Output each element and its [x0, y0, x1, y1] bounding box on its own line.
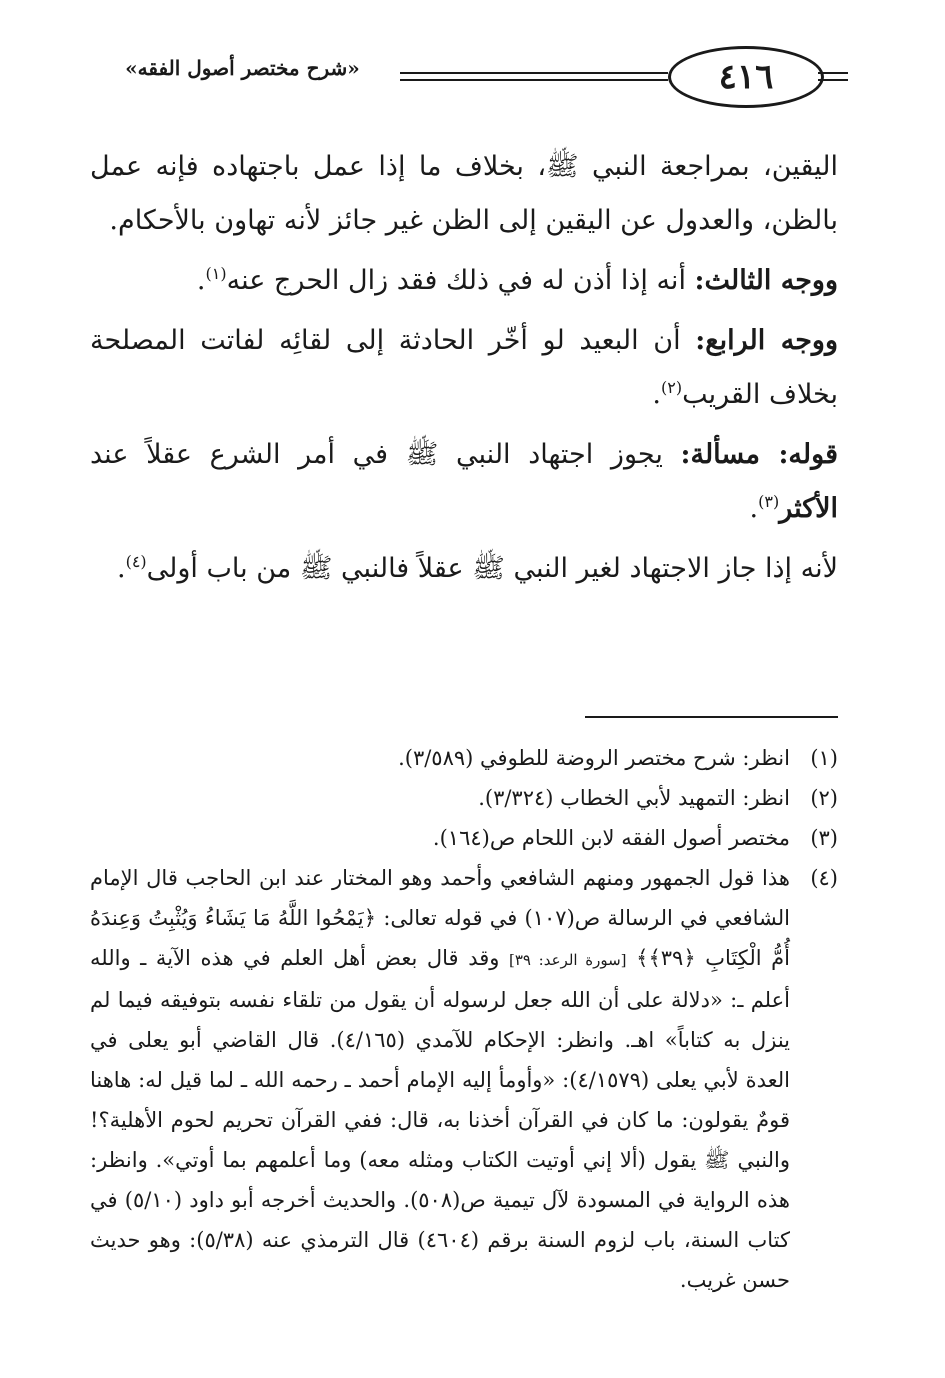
paragraph-2-end: . [196, 265, 206, 296]
paragraph-4-label: قوله: [778, 439, 838, 470]
footnote-ref-3[interactable]: (٣) [758, 492, 780, 511]
paragraph-5-text: لأنه إذا جاز الاجتهاد لغير النبي ﷺ عقلاً فالنبي ﷺ من باب أولى [146, 553, 838, 584]
paragraph-4-end: . [749, 493, 759, 524]
footnote-text: انظر: التمهيد لأبي الخطاب (٣/٣٢٤). [478, 786, 790, 810]
paragraph-3 [90, 314, 838, 422]
quran-citation: [سورة الرعد: ٣٩] [509, 951, 627, 969]
footnote-text-part-b: وقد قال بعض أهل العلم في هذه الآية ـ والله أعلم ـ: «دلالة على أن الله جعل لرسوله أن يقول من تلقاء نفسه بتوفيقه فيما لم ينزل به كتاباً» اهـ. وانظر: الإحكام للآمدي (٤/١٦٥). قال القاضي أبو يعلى في العدة لأبي يعلى (٤/١٥٧٩): «وأومأ إليه الإمام أحمد ـ رحمه الله ـ لما قيل له: هاهنا قومٌ يقولون: ما كان في القرآن أخذنا به، قال: ففي القرآن تحريم لحوم الأهلية؟! والنبي ﷺ يقول (ألا إني أوتيت الكتاب ومثله معه) وما أعلمهم بما أوتي». وانظر: هذه الرواية في المسودة لآل تيمية ص(٥٠٨). والحديث أخرجه أبو داود (٥/١٠) في كتاب السنة، باب لزوم السنة برقم (٤٦٠٤) قال الترمذي عنه (٥/٣٨): وهو حديث حسن غريب. [90, 946, 791, 1292]
footnote-ref-1[interactable]: (١) [205, 264, 227, 283]
paragraph-3-end: . [652, 379, 661, 410]
page-number-frame [668, 46, 824, 108]
footnote-number: (٣) [810, 826, 838, 850]
paragraph-4-bold-end: الأكثر [779, 493, 838, 524]
footnote-number: (٢) [810, 786, 838, 810]
footnote-2 [90, 778, 838, 818]
paragraph-2-label: ووجه الثالث: [694, 265, 838, 296]
footnote-separator [585, 716, 838, 718]
running-title: «شرح مختصر أصول الفقه» [125, 56, 360, 80]
footnote-ref-2[interactable]: (٢) [660, 378, 683, 397]
paragraph-3-text: أن البعيد لو أخّر الحادثة إلى لقائِه لفاتت المصلحة بخلاف القريب [90, 325, 838, 410]
paragraph-1 [90, 140, 838, 248]
paragraph-4-text: يجوز اجتهاد النبي ﷺ في أمر الشرع عقلاً عند [90, 439, 681, 470]
footnotes [90, 738, 838, 1300]
footnote-3 [90, 818, 838, 858]
footnote-text: مختصر أصول الفقه لابن اللحام ص(١٦٤). [432, 826, 790, 850]
paragraph-5-end: . [116, 553, 126, 584]
main-text [90, 140, 838, 602]
header-double-rule-right [818, 72, 848, 81]
paragraph-1-text: اليقين، بمراجعة النبي ﷺ، بخلاف ما إذا عمل باجتهاده فإنه عمل بالظن، والعدول عن اليقين إلى الظن غير جائز لأنه تهاون بالأحكام. [90, 151, 838, 236]
paragraph-4 [90, 428, 838, 536]
footnote-ref-4[interactable]: (٤) [125, 552, 147, 571]
paragraph-2-text: أنه إذا أذن له في ذلك فقد زال الحرج عنه [226, 265, 695, 296]
footnote-text [90, 858, 790, 1300]
footnote-4 [90, 858, 838, 1300]
footnote-number: (١) [810, 746, 838, 770]
paragraph-2 [90, 254, 838, 308]
footnote-text-part-a: هذا قول الجمهور ومنهم الشافعي وأحمد وهو المختار عند ابن الحاجب قال الإمام الشافعي في الرسالة ص(١٠٧) في قوله تعالى: ﴿يَمْحُوا اللَّهُ مَا يَشَاءُ وَيُثْبِتُ وَعِندَهُ أُمُّ الْكِتَابِ ﴿٣٩﴾﴾ [90, 866, 791, 970]
page-number: ٤١٦ [718, 57, 774, 97]
footnote-number: (٤) [810, 866, 838, 890]
paragraph-5 [90, 542, 838, 596]
paragraph-3-label: ووجه الرابع: [695, 325, 838, 356]
footnote-1 [90, 738, 838, 778]
paragraph-4-label-2: مسألة: [680, 439, 779, 470]
page-header [90, 40, 838, 110]
footnote-text: انظر: شرح مختصر الروضة للطوفي (٣/٥٨٩). [398, 746, 790, 770]
header-double-rule [400, 72, 668, 81]
